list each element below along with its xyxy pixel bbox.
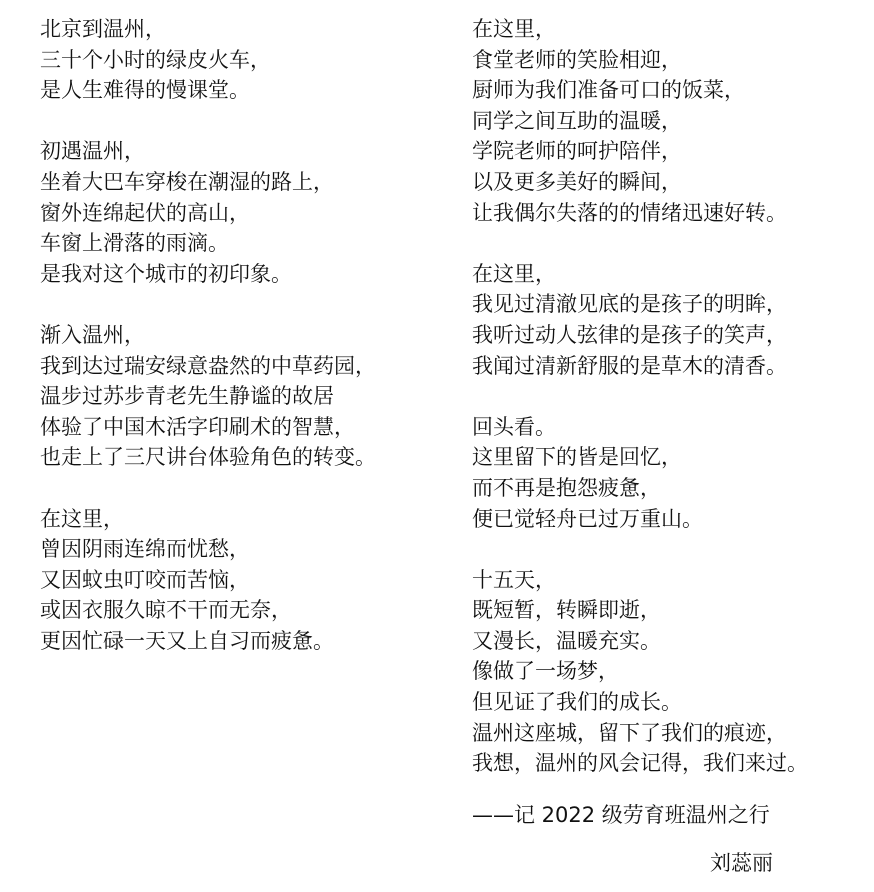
- poem-line: 三十个小时的绿皮火车，: [40, 47, 271, 72]
- poem-closing-note: ——记 2022 级劳育班温州之行: [472, 803, 770, 827]
- poem-stanza: [472, 14, 872, 228]
- poem-line: 也走上了三尺讲台体验角色的转变。: [40, 445, 376, 470]
- poem-line: 食堂老师的笑脸相迎，: [472, 47, 682, 72]
- poem-line: 学院老师的呵护陪伴，: [472, 139, 682, 164]
- poem-line: 体验了中国木活字印刷术的智慧，: [40, 414, 355, 439]
- poem-stanza: [472, 565, 872, 779]
- poem-line: 又因蚊虫叮咬而苦恼，: [40, 567, 250, 592]
- poem-author: 刘蕊丽: [710, 851, 773, 875]
- poem-stanza: [40, 14, 440, 106]
- poem-line: 在这里，: [40, 506, 124, 531]
- poem-stanza: [40, 136, 440, 289]
- poem-line: 同学之间互助的温暖，: [472, 108, 682, 133]
- poem-line: 既短暂，转瞬即逝，: [472, 598, 661, 623]
- poem-line: 厨师为我们准备可口的饭菜，: [472, 78, 745, 103]
- poem-right-column: [472, 14, 872, 809]
- poem-line: 是人生难得的慢课堂。: [40, 78, 250, 103]
- poem-line: 窗外连绵起伏的高山，: [40, 200, 250, 225]
- poem-line: 在这里，: [472, 17, 556, 41]
- poem-line: 温州这座城，留下了我们的痕迹，: [472, 720, 787, 745]
- poem-stanza: [40, 320, 440, 473]
- poem-line: 我听过动人弦律的是孩子的笑声，: [472, 322, 787, 347]
- poem-line: 渐入温州，: [40, 322, 145, 347]
- poem-line: 北京到温州，: [40, 17, 166, 41]
- poem-line: 又漫长，温暖充实。: [472, 628, 661, 653]
- poem-line: 而不再是抱怨疲惫，: [472, 475, 661, 500]
- poem-line: 让我偶尔失落的的情绪迅速好转。: [472, 200, 787, 225]
- poem-line: 这里留下的皆是回忆，: [472, 445, 682, 470]
- poem-line: 我到达过瑞安绿意盎然的中草药园，: [40, 353, 376, 378]
- poem-left-column: [40, 14, 440, 687]
- poem-line: 温步过苏步青老先生静谧的故居: [40, 384, 334, 409]
- poem-line: 我见过清澈见底的是孩子的明眸，: [472, 292, 787, 317]
- poem-line: 是我对这个城市的初印象。: [40, 261, 292, 286]
- poem-line: 初遇温州，: [40, 139, 145, 164]
- poem-line: 便已觉轻舟已过万重山。: [472, 506, 703, 531]
- poem-line: 曾因阴雨连绵而忧愁，: [40, 537, 250, 562]
- poem-line: 更因忙碌一天又上自习而疲惫。: [40, 628, 334, 653]
- poem-line: 以及更多美好的瞬间，: [472, 169, 682, 194]
- poem-stanza: [40, 504, 440, 657]
- poem-line: 我想，温州的风会记得，我们来过。: [472, 751, 808, 776]
- poem-line: 车窗上滑落的雨滴。: [40, 231, 229, 256]
- poem-line: 坐着大巴车穿梭在潮湿的路上，: [40, 169, 334, 194]
- poem-line: 像做了一场梦，: [472, 659, 619, 684]
- poem-stanza: [472, 412, 872, 534]
- poem-line: 但见证了我们的成长。: [472, 690, 682, 715]
- poem-line: 在这里，: [472, 261, 556, 286]
- poem-line: 我闻过清新舒服的是草木的清香。: [472, 353, 787, 378]
- poem-stanza: [472, 259, 872, 381]
- poem-line: 或因衣服久晾不干而无奈，: [40, 598, 292, 623]
- poem-line: 回头看。: [472, 414, 556, 439]
- poem-line: 十五天，: [472, 567, 556, 592]
